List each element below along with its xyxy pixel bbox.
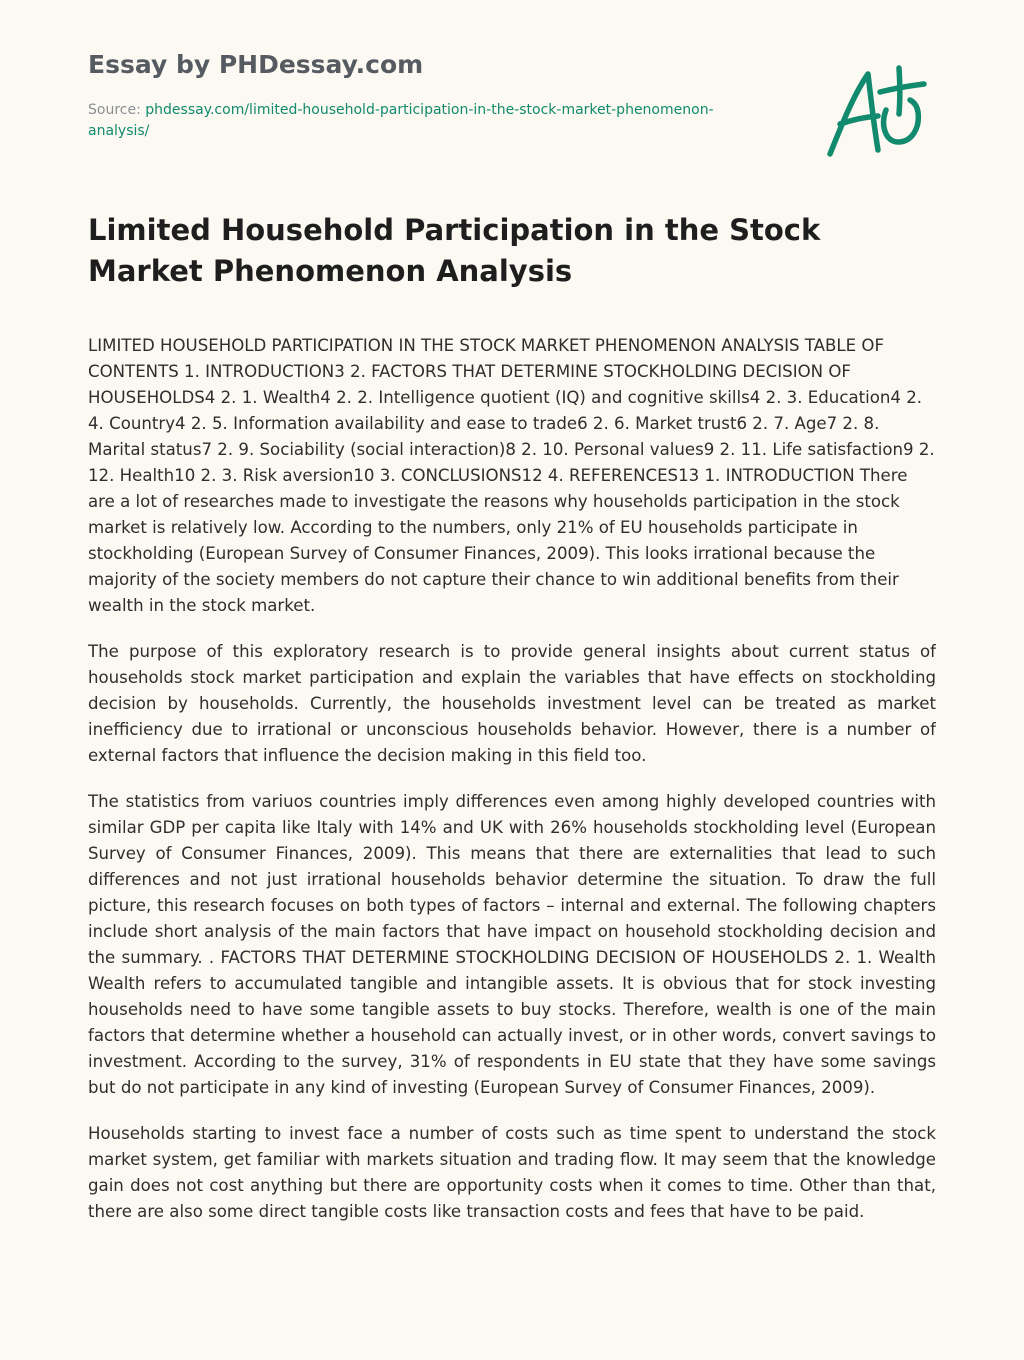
essay-body bbox=[88, 333, 936, 1323]
essay-paragraph: Households starting to invest face a number of costs such as time spent to understand the stock market system, get familiar with markets situation and trading flow. It may seem that the knowledge gain does not cost anything but there are opportunity costs when it comes to time. Other than that, there are also some direct tangible costs like transaction costs and fees that have to be paid. bbox=[88, 1124, 936, 1221]
source-label: Source: bbox=[88, 102, 141, 118]
essay-paragraph: The purpose of this exploratory research is to provide general insights about current status of households stock market participation and explain the variables that have effects on stockholding decision by households. Currently, the households investment level can be treated as market inefficiency due to irrational or unconscious households behavior. However, there is a number of external factors that influence the decision making in this field too. bbox=[88, 642, 936, 765]
source-link[interactable]: phdessay.com/limited-household-participation-in-the-stock-market-phenomenon-analysis/ bbox=[88, 102, 714, 139]
essay-paragraph: LIMITED HOUSEHOLD PARTICIPATION IN THE STOCK MARKET PHENOMENON ANALYSIS TABLE OF CONTENTS 1. INTRODUCTION3 2. FACTORS THAT DETERMINE STOCKHOLDING DECISION OF HOUSEHOLDS4 2. 1. Wealth4 2. 2. Intelligence quotient (IQ) and cognitive skills4 2. 3. Education4 2. 4. Country4 2. 5. Information availability and ease to trade6 2. 6. Market trust6 2. 7. Age7 2. 8. Marital status7 2. 9. Sociability (social interaction)8 2. 10. Personal values9 2. 11. Life satisfaction9 2. 12. Health10 2. 3. Risk aversion10 3. CONCLUSIONS12 4. REFERENCES13 1. INTRODUCTION There are a lot of researches made to investigate the reasons why households participation in the stock market is relatively low. According to the numbers, only 21% of EU households participate in stockholding (European Survey of Consumer Finances, 2009). This looks irrational because the majority of the society members do not capture their chance to win additional benefits from their wealth in the stock market. bbox=[88, 336, 935, 615]
essay-paragraph: The statistics from variuos countries imply differences even among highly developed countries with similar GDP per capita like Italy with 14% and UK with 26% households stockholding level (European Survey of Consumer Finances, 2009). This means that there are externalities that lead to such differences and not just irrational households behavior determine the situation. To draw the full picture, this research focuses on both types of factors – internal and external. The following chapters include short analysis of the main factors that have impact on household stockholding decision and the summary. . FACTORS THAT DETERMINE STOCKHOLDING DECISION OF HOUSEHOLDS 2. 1. Wealth Wealth refers to accumulated tangible and intangible assets. It is obvious that for stock investing households need to have some tangible assets to buy stocks. Therefore, wealth is one of the main factors that determine whether a household can actually invest, or in other words, convert savings to investment. According to the survey, 31% of respondents in EU state that they have some savings but do not participate in any kind of investing (European Survey of Consumer Finances, 2009). bbox=[88, 792, 936, 1097]
a-plus-logo bbox=[818, 62, 930, 162]
source-line bbox=[88, 100, 768, 142]
essay-title: Limited Household Participation in the Stock Market Phenomenon Analysis bbox=[88, 213, 821, 288]
site-brand[interactable]: Essay by PHDessay.com bbox=[88, 50, 424, 79]
